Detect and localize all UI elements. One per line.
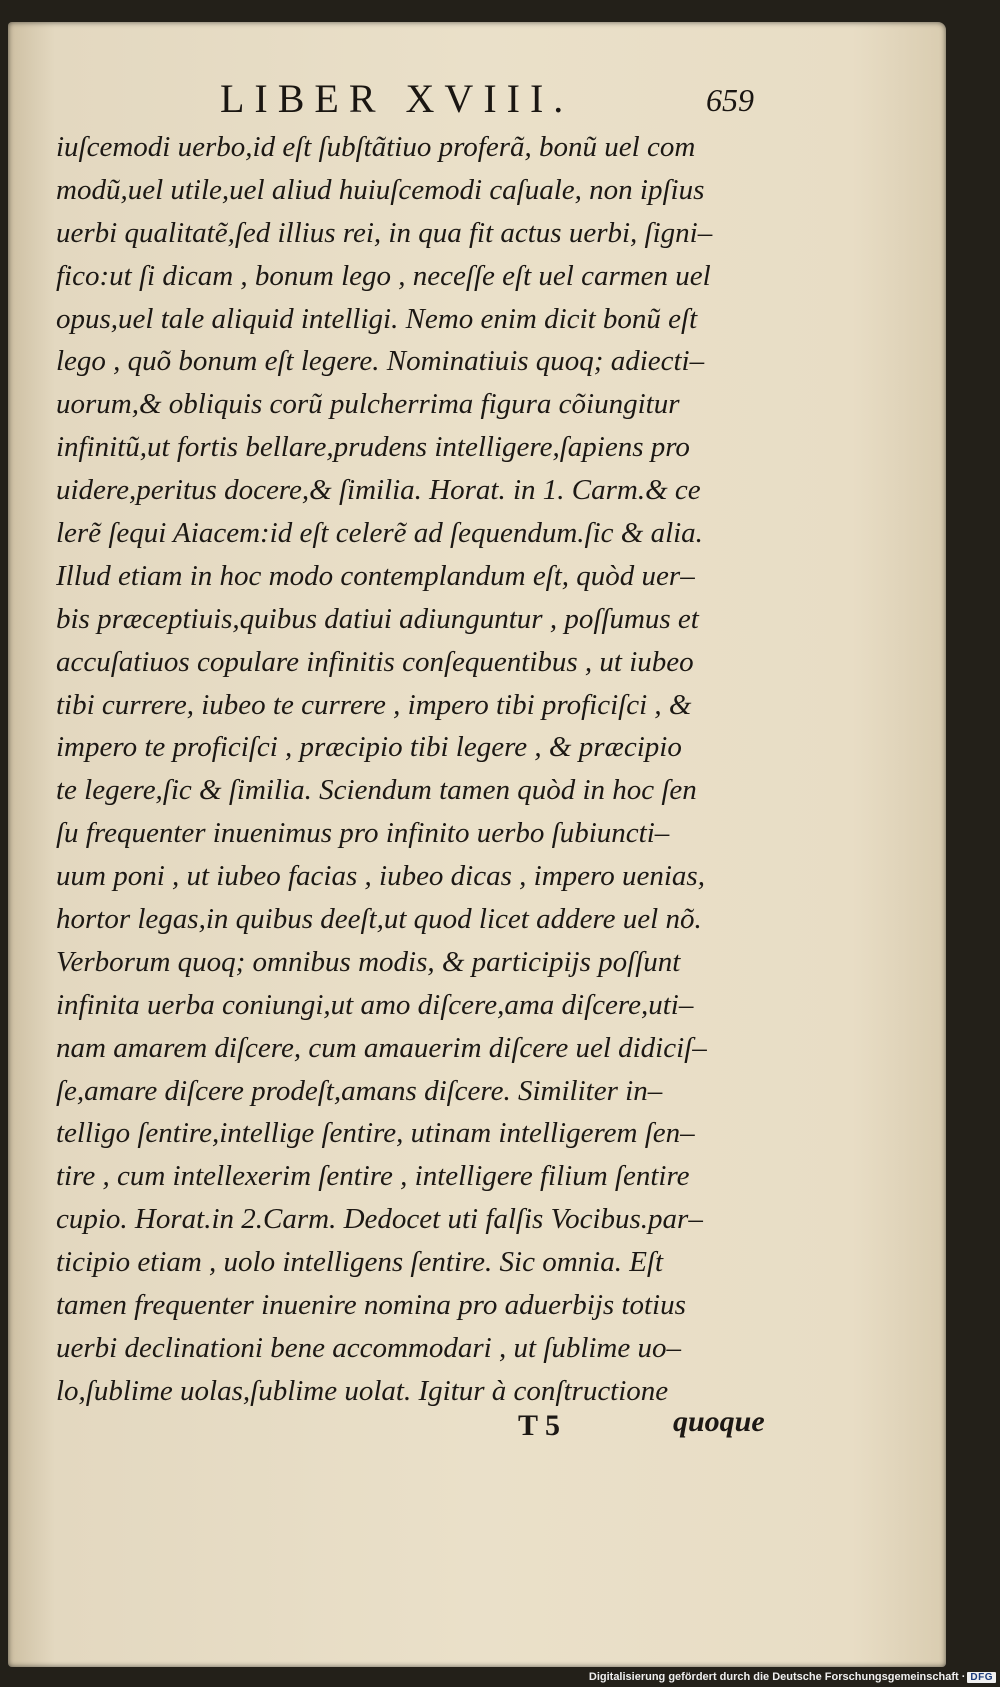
text-line: infinitũ,ut fortis bellare,prudens intelligere,ſapiens pro [56, 431, 690, 464]
text-line: telligo ſentire,intellige ſentire, utinam intelligerem ſen– [56, 1117, 695, 1150]
text-line: ſe,amare diſcere prodeſt,amans diſcere. Similiter in– [56, 1074, 663, 1107]
text-line: uerbi declinationi bene accommodari , ut ſublime uo– [56, 1331, 682, 1364]
page-number: 659 [706, 82, 754, 118]
text-line: uerbi qualitatẽ,ſed illius rei, in qua fit actus uerbi, ſigni– [56, 216, 713, 249]
text-line: lego , quõ bonum eſt legere. Nominatiuis quoq; adiecti– [56, 345, 705, 378]
text-line: fico:ut ſi dicam , bonum lego , neceſſe eſt uel carmen uel [56, 259, 711, 292]
text-line: uum poni , ut iubeo facias , iubeo dicas , impero uenias, [56, 860, 705, 893]
credit-text: Digitalisierung gefördert durch die Deutsche Forschungsgemeinschaft · [588, 1671, 966, 1683]
body-text [56, 126, 816, 1413]
text-line: iuſcemodi uerbo,id eſt ſubſtãtiuo proferã, bonũ uel com [56, 131, 696, 163]
dfg-logo: DFG [967, 1672, 996, 1683]
text-line: impero te proficiſci , præcipio tibi legere , & præcipio [56, 731, 682, 764]
text-line: cupio. Horat.in 2.Carm. Dedocet uti falſis Vocibus.par– [56, 1203, 703, 1236]
text-line: ſu frequenter inuenimus pro infinito uerbo ſubiuncti– [56, 817, 670, 850]
text-line: uorum,& obliquis corũ pulcherrima figura cõiungitur [56, 388, 680, 421]
text-line: opus,uel tale aliquid intelligi. Nemo enim dicit bonũ eſt [56, 302, 698, 335]
text-line: uidere,peritus docere,& ſimilia. Horat. in 1. Carm.& ce [56, 474, 701, 507]
text-line: nam amarem diſcere, cum amauerim diſcere uel didiciſ– [56, 1031, 707, 1064]
text-line: infinita uerba coniungi,ut amo diſcere,ama diſcere,uti– [56, 988, 694, 1021]
text-line: lerẽ ſequi Aiacem:id eſt celerẽ ad ſequendum.ſic & alia. [56, 517, 703, 550]
running-head: LIBER XVIII. [220, 76, 574, 121]
signature-mark: T 5 [518, 1409, 560, 1442]
book-page [8, 22, 946, 1667]
catchword: quoque [673, 1405, 765, 1438]
text-line: Verborum quoq; omnibus modis, & participijs poſſunt [56, 945, 681, 978]
text-line: te legere,ſic & ſimilia. Sciendum tamen quòd in hoc ſen [56, 774, 697, 807]
text-line: bis præceptiuis,quibus datiui adiunguntur , poſſumus et [56, 602, 699, 635]
text-line: lo,ſublime uolas,ſublime uolat. Igitur à conſtructione [56, 1374, 669, 1407]
text-line: Illud etiam in hoc modo contemplandum eſt, quòd uer– [56, 559, 695, 592]
text-line: accuſatiuos copulare infinitis conſequentibus , ut iubeo [56, 645, 694, 678]
text-line: tire , cum intellexerim ſentire , intelligere filium ſentire [56, 1160, 690, 1193]
digitization-credit [589, 1671, 996, 1683]
text-line: tamen frequenter inuenire nomina pro aduerbijs totius [56, 1289, 686, 1322]
text-line: hortor legas,in quibus deeſt,ut quod licet addere uel nõ. [56, 903, 702, 936]
text-line: modũ,uel utile,uel aliud huiuſcemodi caſuale, non ipſius [56, 173, 705, 206]
text-line: tibi currere, iubeo te currere , impero tibi proficiſci , & [56, 688, 692, 721]
page-header [8, 72, 946, 126]
text-line: ticipio etiam , uolo intelligens ſentire. Sic omnia. Eſt [56, 1246, 664, 1279]
